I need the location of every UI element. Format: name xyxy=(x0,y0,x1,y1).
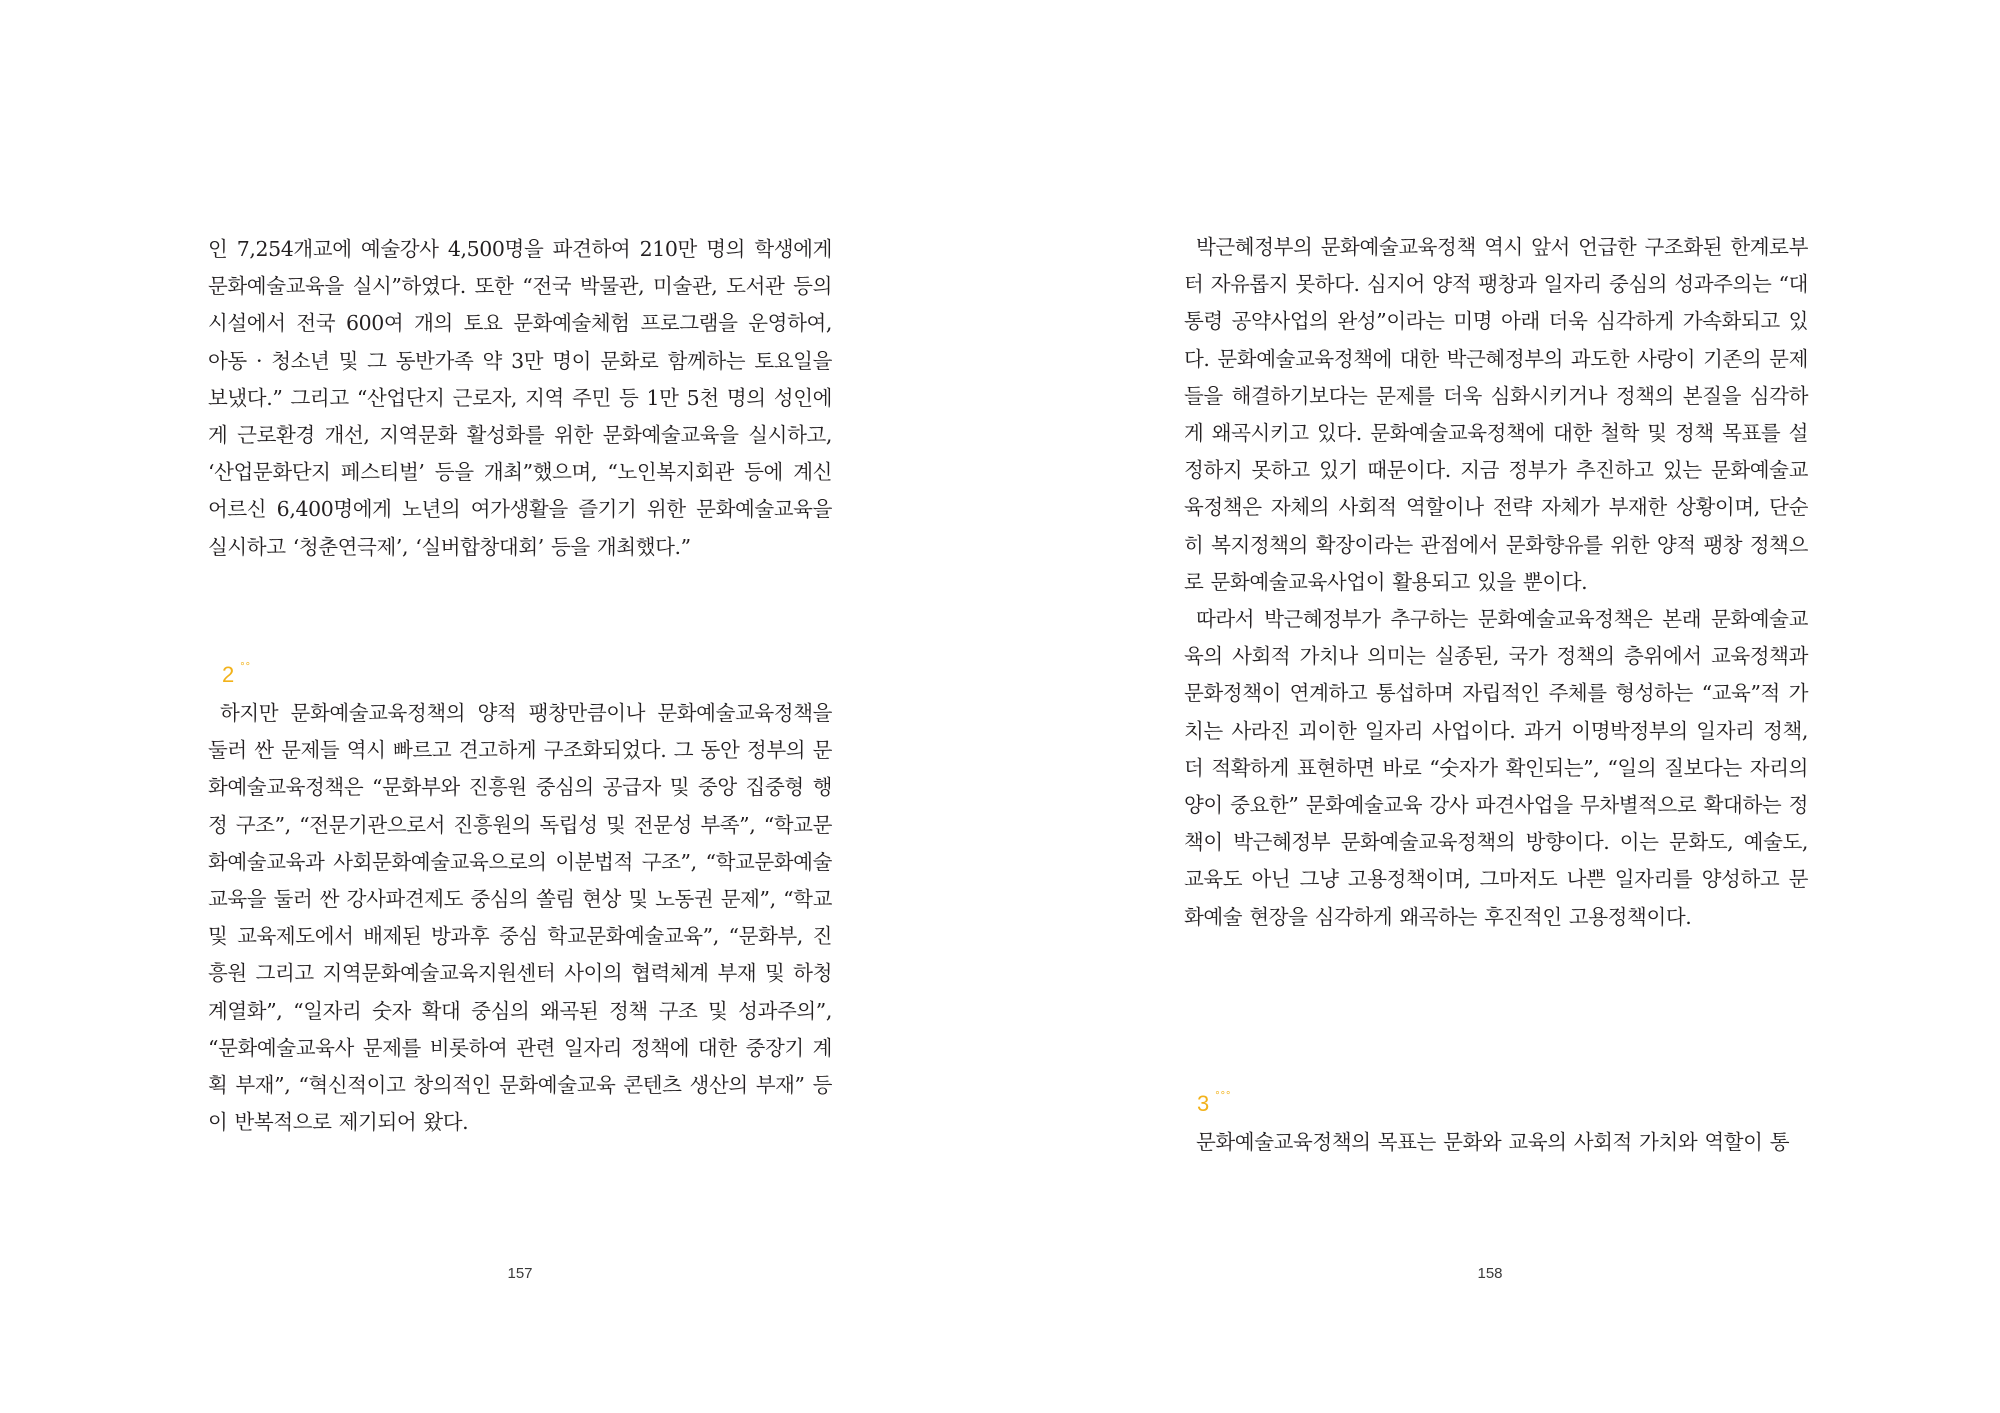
paragraph: 따라서 박근혜정부가 추구하는 문화예술교육정책은 본래 문화예술교육의 사회적 가치나 의미는 실종된, 국가 정책의 층위에서 교육정책과 문화정책이 연계하고 통섭하며 자립적인 주체를 형성하는 “교육”적 가치는 사라진 괴이한 일자리 사업이다. 과거 이명박정부의 일자리 정책, 더 적확하게 표현하면 바로 “숫자가 확인되는”, “일의 질보다는 자리의 양이 중요한” 문화예술교육 강사 파견사업을 무차별적으로 확대하는 정책이 박근혜정부 문화예술교육정책의 방향이다. 이는 문화도, 예술도, 교육도 아닌 그냥 고용정책이며, 그마저도 나쁜 일자리를 양성하고 문화예술 현장을 심각하게 왜곡하는 후진적인 고용정책이다. xyxy=(1184,607,1808,929)
section-heading-3 xyxy=(1197,1090,1232,1116)
paragraph: 인 7,254개교에 예술강사 4,500명을 파견하여 210만 명의 학생에게 문화예술교육을 실시”하였다. 또한 “전국 박물관, 미술관, 도서관 등의 시설에서 전국 600여 개의 토요 문화예술체험 프로그램을 운영하여, 아동 · 청소년 및 그 동반가족 약 3만 명이 문화로 함께하는 토요일을 보냈다.” 그리고 “산업단지 근로자, 지역 주민 등 1만 5천 명의 성인에게 근로환경 개선, 지역문화 활성화를 위한 문화예술교육을 실시하고, ‘산업문화단지 페스티벌’ 등을 개최”했으며, “노인복지회관 등에 계신 어르신 6,400명에게 노년의 여가생활을 즐기기 위한 문화예술교육을 실시하고 ‘청춘연극제’, ‘실버합창대회’ 등을 개최했다.” xyxy=(208,237,832,559)
footnote-marks: °°° xyxy=(1215,1090,1232,1102)
paragraph: 하지만 문화예술교육정책의 양적 팽창만큼이나 문화예술교육정책을 둘러 싼 문제들 역시 빠르고 견고하게 구조화되었다. 그 동안 정부의 문화예술교육정책은 “문화부와 진흥원 중심의 공급자 및 중앙 집중형 행정 구조”, “전문기관으로서 진흥원의 독립성 및 전문성 부족”, “학교문화예술교육과 사회문화예술교육으로의 이분법적 구조”, “학교문화예술교육을 둘러 싼 강사파견제도 중심의 쏠림 현상 및 노동권 문제”, “학교 및 교육제도에서 배제된 방과후 중심 학교문화예술교육”, “문화부, 진흥원 그리고 지역문화예술교육지원센터 사이의 협력체계 부재 및 하청계열화”, “일자리 숫자 확대 중심의 왜곡된 정책 구조 및 성과주의”, “문화예술교육사 문제를 비롯하여 관련 일자리 정책에 대한 중장기 계획 부재”, “혁신적이고 창의적인 문화예술교육 콘텐츠 생산의 부재” 등이 반복적으로 제기되어 왔다. xyxy=(208,701,832,1135)
right-page-body-top xyxy=(1184,229,1808,936)
page-number: 157 xyxy=(507,1265,533,1282)
section-number: 2 xyxy=(222,662,235,687)
paragraph: 문화예술교육정책의 목표는 문화와 교육의 사회적 가치와 역할이 통 xyxy=(1196,1130,1790,1154)
section-number: 3 xyxy=(1197,1091,1210,1116)
left-page-body-top xyxy=(208,231,832,566)
right-page-body-section-3 xyxy=(1184,1124,1808,1161)
section-heading-2 xyxy=(222,661,252,687)
right-page xyxy=(1000,0,2000,1413)
paragraph: 박근혜정부의 문화예술교육정책 역시 앞서 언급한 구조화된 한계로부터 자유롭지 못하다. 심지어 양적 팽창과 일자리 중심의 성과주의는 “대통령 공약사업의 완성”이라는 미명 아래 더욱 심각하게 가속화되고 있다. 문화예술교육정책에 대한 박근혜정부의 과도한 사랑이 기존의 문제들을 해결하기보다는 문제를 더욱 심화시키거나 정책의 본질을 심각하게 왜곡시키고 있다. 문화예술교육정책에 대한 철학 및 정책 목표를 설정하지 못하고 있기 때문이다. 지금 정부가 추진하고 있는 문화예술교육정책은 자체의 사회적 역할이나 전략 자체가 부재한 상황이며, 단순히 복지정책의 확장이라는 관점에서 문화향유를 위한 양적 팽창 정책으로 문화예술교육사업이 활용되고 있을 뿐이다. xyxy=(1184,235,1808,594)
left-page-body-section-2 xyxy=(208,695,832,1141)
page-number: 158 xyxy=(1477,1265,1503,1282)
footnote-marks: °° xyxy=(240,661,252,673)
